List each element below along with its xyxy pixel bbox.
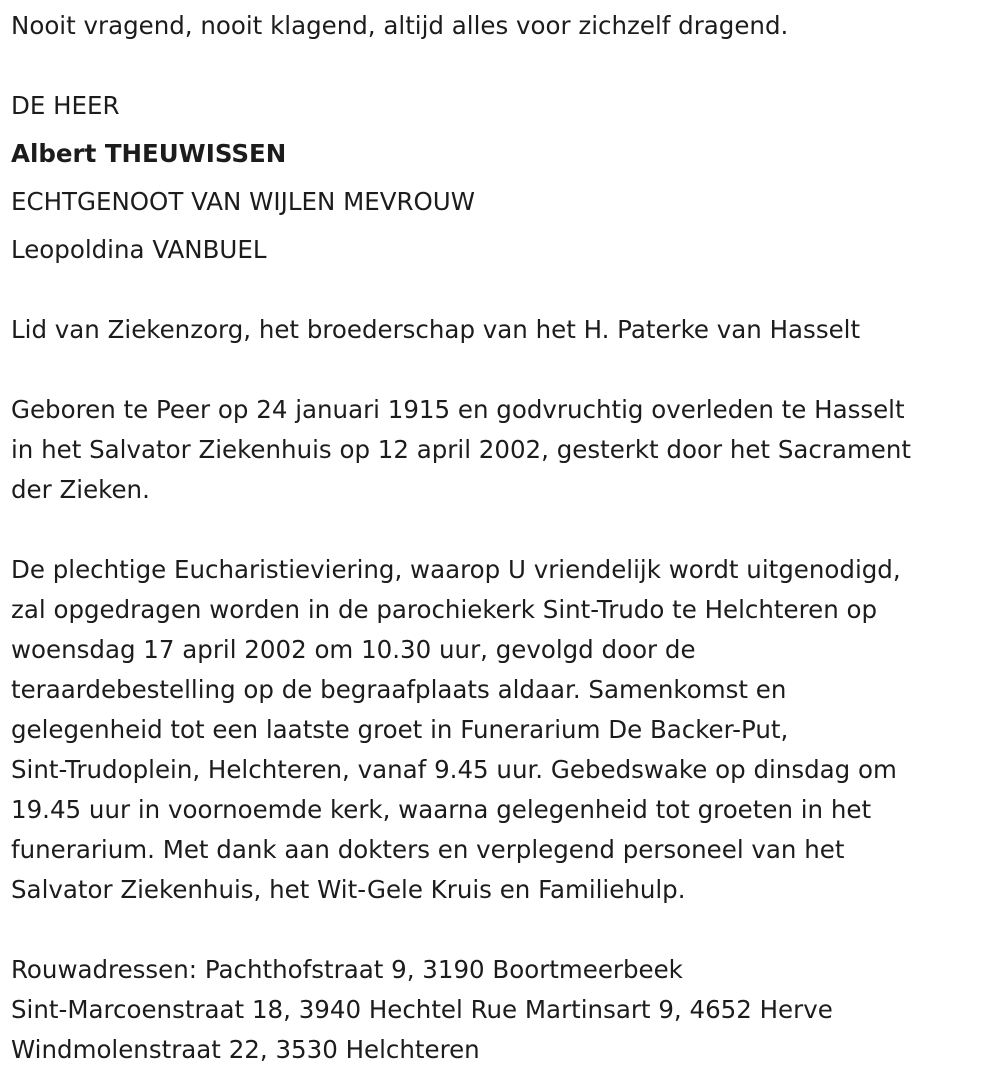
ceremony-line: teraardebestelling op de begraafplaats aldaar. Samenkomst en: [11, 675, 787, 704]
membership-text: Lid van Ziekenzorg, het broederschap van het H. Paterke van Hasselt: [11, 315, 861, 344]
address-line: Windmolenstraat 22, 3530 Helchteren: [11, 1035, 480, 1064]
ceremony-line: Sint-Trudoplein, Helchteren, vanaf 9.45 uur. Gebedswake op dinsdag om: [11, 755, 897, 784]
ceremony-line: De plechtige Eucharistieviering, waarop U vriendelijk wordt uitgenodigd,: [11, 555, 901, 584]
ceremony-line: funerarium. Met dank aan dokters en verplegend personeel van het: [11, 835, 845, 864]
ceremony-line: zal opgedragen worden in de parochiekerk Sint-Trudo te Helchteren op: [11, 595, 878, 624]
ceremony-line: woensdag 17 april 2002 om 10.30 uur, gevolgd door de: [11, 635, 696, 664]
spouse-name: Leopoldina VANBUEL: [11, 235, 267, 264]
ceremony-line: Salvator Ziekenhuis, het Wit-Gele Kruis en Familiehulp.: [11, 875, 686, 904]
deceased-name: Albert THEUWISSEN: [11, 139, 287, 168]
ceremony-line: gelegenheid tot een laatste groet in Funerarium De Backer-Put,: [11, 715, 789, 744]
birth-death-line: der Zieken.: [11, 475, 150, 504]
birth-death-line: in het Salvator Ziekenhuis op 12 april 2002, gesterkt door het Sacrament: [11, 435, 912, 464]
relation-text: ECHTGENOOT VAN WIJLEN MEVROUW: [11, 187, 475, 216]
address-line: Rouwadressen: Pachthofstraat 9, 3190 Boortmeerbeek: [11, 955, 683, 984]
motto-text: Nooit vragend, nooit klagend, altijd alles voor zichzelf dragend.: [11, 11, 789, 40]
ceremony-line: 19.45 uur in voornoemde kerk, waarna gelegenheid tot groeten in het: [11, 795, 872, 824]
address-line: Sint-Marcoenstraat 18, 3940 Hechtel Rue Martinsart 9, 4652 Herve: [11, 995, 833, 1024]
title-text: DE HEER: [11, 91, 120, 120]
birth-death-line: Geboren te Peer op 24 januari 1915 en godvruchtig overleden te Hasselt: [11, 395, 905, 424]
